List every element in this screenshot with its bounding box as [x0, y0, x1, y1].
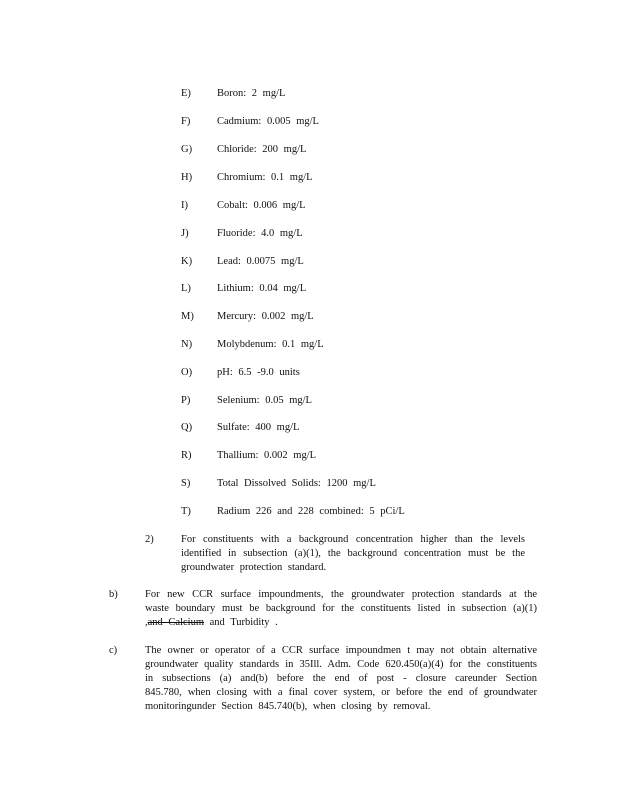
list-item-label: M) — [181, 311, 194, 322]
list-item-molybdenum — [181, 338, 324, 352]
list-item-text: Lithium: 0.04 mg/L — [217, 283, 307, 294]
list-item-thallium — [181, 449, 316, 463]
list-item-label: N) — [181, 339, 193, 350]
list-item-text: Fluoride: 4.0 mg/L — [217, 228, 303, 239]
paragraph-text: The owner or operator of a CCR surface impoundmen t may not obtain alternative groundwater quality standards in 35Ill. Adm. Code 620.450(a)(4) for the constituents in subsections (a) and(b) before the end of post - closure careunder Section 845.780, when closing with a final cover system, or before the end of groundwater monitoringunder Section 845.740(b), when closing by removal. — [145, 645, 537, 712]
list-item-text: Total Dissolved Solids: 1200 mg/L — [217, 478, 376, 489]
list-item-total-dissolved-solids — [181, 477, 376, 491]
list-item-fluoride — [181, 227, 303, 241]
list-item-label: I) — [181, 200, 188, 211]
list-item-label: O) — [181, 367, 193, 378]
paragraph-text-main: For new CCR surface impoundments, the groundwater protection standards at the waste boundary must be background for the constituents listed in subsection (a)(1) , — [145, 589, 537, 628]
list-item-text: Boron: 2 mg/L — [217, 88, 286, 99]
list-item-label: Q) — [181, 422, 193, 433]
paragraph-c — [109, 644, 537, 714]
paragraph-text: For constituents with a background concentration higher than the levels identified in subsection (a)(1), the background concentration must be the groundwater protection standard. — [181, 534, 525, 573]
list-item-label: H) — [181, 172, 193, 183]
list-item-label: E) — [181, 88, 191, 99]
list-item-cadmium — [181, 115, 319, 129]
list-item-label: K) — [181, 256, 193, 267]
list-item-boron — [181, 87, 285, 101]
list-item-text: Chromium: 0.1 mg/L — [217, 172, 313, 183]
list-item-chromium — [181, 171, 313, 185]
paragraph-label: b) — [109, 589, 118, 600]
list-item-selenium — [181, 394, 312, 408]
list-item-text: Cadmium: 0.005 mg/L — [217, 116, 319, 127]
list-item-radium — [181, 505, 405, 519]
paragraph-text-end: and Turbidity . — [204, 617, 278, 628]
list-item-label: T) — [181, 506, 191, 517]
list-item-cobalt — [181, 199, 306, 213]
list-item-text: Cobalt: 0.006 mg/L — [217, 200, 306, 211]
list-item-mercury — [181, 310, 314, 324]
list-item-label: F) — [181, 116, 191, 127]
list-item-text: Mercury: 0.002 mg/L — [217, 311, 314, 322]
list-item-sulfate — [181, 421, 299, 435]
list-item-text: Radium 226 and 228 combined: 5 pCi/L — [217, 506, 405, 517]
list-item-text: Molybdenum: 0.1 mg/L — [217, 339, 324, 350]
paragraph-text — [145, 588, 537, 630]
list-item-label: P) — [181, 395, 191, 406]
list-item-text: Lead: 0.0075 mg/L — [217, 256, 304, 267]
list-item-text: pH: 6.5 -9.0 units — [217, 367, 300, 378]
list-item-text: Sulfate: 400 mg/L — [217, 422, 300, 433]
list-item-label: R) — [181, 450, 192, 461]
list-item-label: G) — [181, 144, 193, 155]
struck-text: and Calcium — [147, 617, 204, 628]
list-item-lithium — [181, 282, 306, 296]
list-item-lead — [181, 255, 304, 269]
list-item-label: L) — [181, 283, 191, 294]
list-item-label: J) — [181, 228, 189, 239]
paragraph-b — [109, 588, 537, 630]
list-item-text: Selenium: 0.05 mg/L — [217, 395, 312, 406]
list-item-label: S) — [181, 478, 191, 489]
list-item-text: Thallium: 0.002 mg/L — [217, 450, 317, 461]
paragraph-2 — [145, 533, 525, 575]
list-item-text: Chloride: 200 mg/L — [217, 144, 307, 155]
list-item-ph — [181, 366, 300, 380]
paragraph-label: 2) — [145, 534, 154, 545]
paragraph-label: c) — [109, 645, 118, 656]
list-item-chloride — [181, 143, 306, 157]
